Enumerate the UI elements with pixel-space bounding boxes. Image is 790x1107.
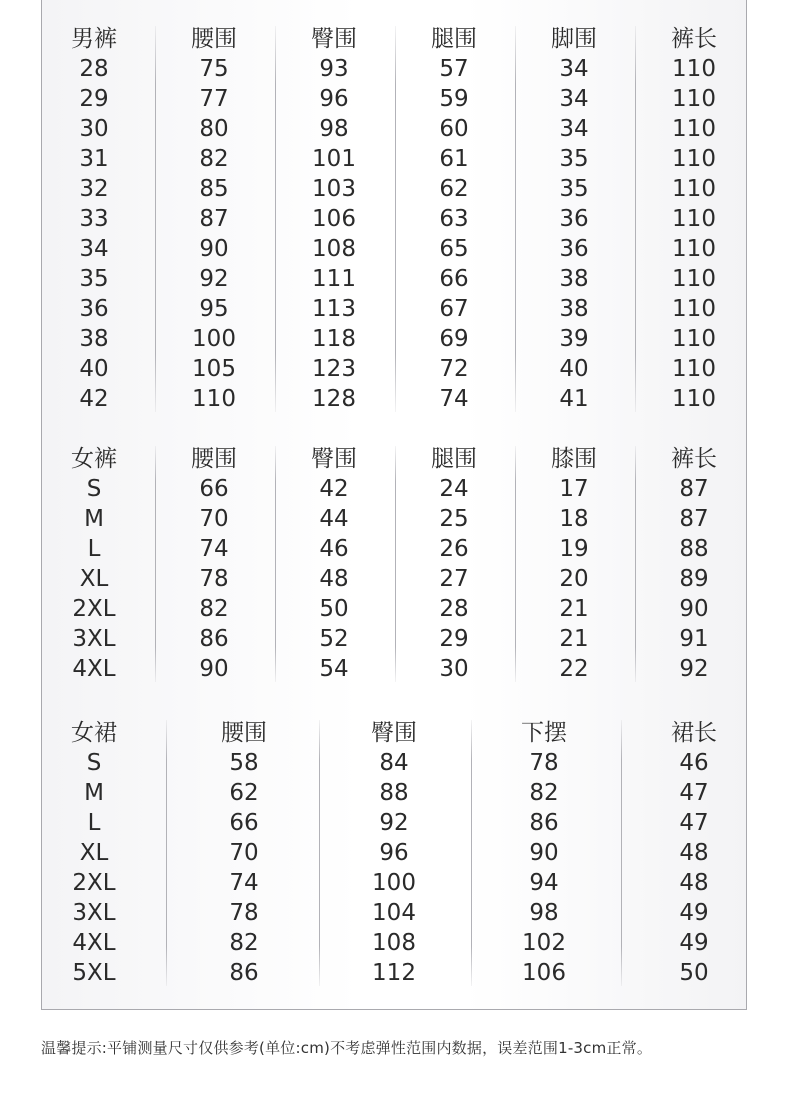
women-skirt-table-cell: 84 — [379, 750, 409, 776]
men-pants-table-cell: 34 — [559, 56, 589, 82]
men-pants-header-cell: 脚围 — [551, 26, 597, 52]
women-skirt-table-cell: 46 — [679, 750, 709, 776]
women-skirt-table-row — [42, 808, 746, 838]
women-skirt-table-cell: 66 — [229, 810, 259, 836]
women-pants-table-cell: 90 — [199, 656, 229, 682]
men-pants-table-cell: 30 — [79, 116, 109, 142]
men-pants-table-cell: 110 — [672, 86, 716, 112]
women-skirt-table-cell: 86 — [229, 960, 259, 986]
men-pants-table-cell: 41 — [559, 386, 589, 412]
men-pants-table-cell: 31 — [79, 146, 109, 172]
women-pants-header-cell: 女裤 — [71, 446, 117, 472]
men-pants-table-cell: 123 — [312, 356, 356, 382]
women-pants-table-cell: 74 — [199, 536, 229, 562]
women-pants-header-cell: 膝围 — [551, 446, 597, 472]
men-pants-table-cell: 29 — [79, 86, 109, 112]
women-skirt-header-row — [42, 718, 746, 748]
women-pants-table-row — [42, 654, 746, 684]
men-pants-table-cell: 82 — [199, 146, 229, 172]
women-skirt-table-cell: L — [87, 810, 101, 836]
women-skirt-table-cell: 70 — [229, 840, 259, 866]
men-pants-table-cell: 61 — [439, 146, 469, 172]
women-pants-table-cell: 2XL — [72, 596, 116, 622]
women-skirt-table-cell: 92 — [379, 810, 409, 836]
men-pants-table-cell: 110 — [672, 176, 716, 202]
women-skirt-table-cell: 48 — [679, 840, 709, 866]
men-pants-table-cell: 118 — [312, 326, 356, 352]
men-pants-table-cell: 106 — [312, 206, 356, 232]
women-pants-table-cell: 21 — [559, 626, 589, 652]
women-skirt-table — [42, 718, 746, 988]
women-pants-table-cell: 24 — [439, 476, 469, 502]
women-skirt-table-cell: S — [86, 750, 102, 776]
women-skirt-table-cell: 96 — [379, 840, 409, 866]
men-pants-table-cell: 75 — [199, 56, 229, 82]
men-pants-table-cell: 59 — [439, 86, 469, 112]
men-pants-table-cell: 38 — [559, 296, 589, 322]
men-pants-table-cell: 74 — [439, 386, 469, 412]
measurement-note: 温馨提示:平铺测量尺寸仅供参考(单位:cm)不考虑弹性范围内数据，误差范围1-3cm正常。 — [41, 1039, 653, 1057]
men-pants-table-cell: 95 — [199, 296, 229, 322]
women-skirt-table-row — [42, 898, 746, 928]
women-pants-table-cell: 18 — [559, 506, 589, 532]
men-pants-table-row — [42, 294, 746, 324]
women-pants-header-cell: 腿围 — [431, 446, 477, 472]
women-skirt-table-cell: 94 — [529, 870, 559, 896]
women-pants-table-cell: 44 — [319, 506, 349, 532]
women-pants-table-cell: M — [84, 506, 104, 532]
women-pants-table-cell: 92 — [679, 656, 709, 682]
women-skirt-table-cell: 100 — [372, 870, 416, 896]
men-pants-table-row — [42, 114, 746, 144]
men-pants-header-row — [42, 24, 746, 54]
women-skirt-table-cell: XL — [79, 840, 109, 866]
men-pants-table-row — [42, 84, 746, 114]
women-skirt-table-cell: 106 — [522, 960, 566, 986]
women-pants-table-cell: 42 — [319, 476, 349, 502]
women-pants-table-cell: 54 — [319, 656, 349, 682]
men-pants-table-cell: 77 — [199, 86, 229, 112]
women-pants-table-cell: 30 — [439, 656, 469, 682]
women-pants-table-cell: 29 — [439, 626, 469, 652]
women-skirt-table-cell: 74 — [229, 870, 259, 896]
men-pants-table-cell: 85 — [199, 176, 229, 202]
women-pants-table-cell: 66 — [199, 476, 229, 502]
women-skirt-table-cell: 98 — [529, 900, 559, 926]
men-pants-table-cell: 40 — [559, 356, 589, 382]
men-pants-table-cell: 103 — [312, 176, 356, 202]
men-pants-table-row — [42, 54, 746, 84]
women-skirt-header-cell: 腰围 — [221, 720, 267, 746]
men-pants-table-cell: 62 — [439, 176, 469, 202]
men-pants-table-cell: 110 — [672, 326, 716, 352]
men-pants-table-row — [42, 144, 746, 174]
women-pants-table-cell: 86 — [199, 626, 229, 652]
men-pants-header-cell: 腿围 — [431, 26, 477, 52]
women-pants-table-row — [42, 564, 746, 594]
women-pants-table-row — [42, 594, 746, 624]
men-pants-table-row — [42, 264, 746, 294]
men-pants-table-cell: 38 — [79, 326, 109, 352]
women-pants-table — [42, 444, 746, 684]
women-skirt-table-cell: 82 — [529, 780, 559, 806]
women-pants-table-cell: 26 — [439, 536, 469, 562]
women-pants-table-cell: XL — [79, 566, 109, 592]
men-pants-table-cell: 36 — [79, 296, 109, 322]
women-skirt-table-row — [42, 778, 746, 808]
men-pants-table-row — [42, 384, 746, 414]
women-pants-table-cell: 27 — [439, 566, 469, 592]
women-pants-table-cell: 4XL — [72, 656, 116, 682]
men-pants-table-cell: 35 — [79, 266, 109, 292]
women-skirt-table-cell: 3XL — [72, 900, 116, 926]
men-pants-table-cell: 67 — [439, 296, 469, 322]
men-pants-table-cell: 72 — [439, 356, 469, 382]
women-skirt-table-cell: 108 — [372, 930, 416, 956]
men-pants-table-cell: 34 — [559, 86, 589, 112]
men-pants-table-cell: 96 — [319, 86, 349, 112]
women-skirt-table-row — [42, 928, 746, 958]
men-pants-table-row — [42, 204, 746, 234]
men-pants-table-cell: 93 — [319, 56, 349, 82]
women-skirt-header-cell: 女裙 — [71, 720, 117, 746]
men-pants-table-cell: 87 — [199, 206, 229, 232]
women-pants-table-cell: L — [87, 536, 101, 562]
women-skirt-table-cell: 48 — [679, 870, 709, 896]
women-skirt-table-cell: 47 — [679, 780, 709, 806]
men-pants-table-cell: 113 — [312, 296, 356, 322]
women-pants-header-row — [42, 444, 746, 474]
men-pants-table-row — [42, 234, 746, 264]
men-pants-table-cell: 108 — [312, 236, 356, 262]
men-pants-table-cell: 40 — [79, 356, 109, 382]
women-pants-table-cell: 17 — [559, 476, 589, 502]
men-pants-table-cell: 33 — [79, 206, 109, 232]
women-skirt-table-cell: 62 — [229, 780, 259, 806]
women-pants-table-cell: 48 — [319, 566, 349, 592]
women-pants-table-cell: 21 — [559, 596, 589, 622]
men-pants-table-cell: 36 — [559, 236, 589, 262]
women-skirt-table-cell: 88 — [379, 780, 409, 806]
women-pants-table-row — [42, 624, 746, 654]
women-skirt-table-cell: 78 — [529, 750, 559, 776]
men-pants-table-cell: 111 — [312, 266, 356, 292]
women-pants-table-cell: 89 — [679, 566, 709, 592]
women-skirt-table-cell: 2XL — [72, 870, 116, 896]
women-pants-table-cell: 91 — [679, 626, 709, 652]
women-skirt-table-cell: 112 — [372, 960, 416, 986]
women-pants-header-cell: 臀围 — [311, 446, 357, 472]
men-pants-table-row — [42, 174, 746, 204]
women-skirt-table-cell: M — [84, 780, 104, 806]
women-skirt-table-cell: 90 — [529, 840, 559, 866]
men-pants-table-cell: 110 — [672, 386, 716, 412]
women-pants-table-row — [42, 504, 746, 534]
men-pants-table-cell: 105 — [192, 356, 236, 382]
women-pants-table-cell: 90 — [679, 596, 709, 622]
women-skirt-table-cell: 58 — [229, 750, 259, 776]
men-pants-table-cell: 80 — [199, 116, 229, 142]
men-pants-table-cell: 110 — [672, 206, 716, 232]
men-pants-table-cell: 63 — [439, 206, 469, 232]
women-skirt-table-cell: 49 — [679, 900, 709, 926]
men-pants-table-cell: 60 — [439, 116, 469, 142]
men-pants-table-cell: 65 — [439, 236, 469, 262]
women-pants-table-row — [42, 474, 746, 504]
men-pants-table-cell: 28 — [79, 56, 109, 82]
women-skirt-header-cell: 臀围 — [371, 720, 417, 746]
men-pants-header-cell: 腰围 — [191, 26, 237, 52]
men-pants-table-cell: 57 — [439, 56, 469, 82]
women-pants-table-cell: 52 — [319, 626, 349, 652]
women-pants-header-cell: 裤长 — [671, 446, 717, 472]
women-skirt-table-cell: 104 — [372, 900, 416, 926]
women-pants-table-cell: 22 — [559, 656, 589, 682]
women-pants-table-cell: 78 — [199, 566, 229, 592]
men-pants-header-cell: 男裤 — [71, 26, 117, 52]
men-pants-table-cell: 110 — [672, 356, 716, 382]
women-pants-table-cell: 3XL — [72, 626, 116, 652]
women-skirt-table-cell: 49 — [679, 930, 709, 956]
men-pants-table-cell: 42 — [79, 386, 109, 412]
women-skirt-table-cell: 82 — [229, 930, 259, 956]
men-pants-table-row — [42, 354, 746, 384]
men-pants-table-cell: 98 — [319, 116, 349, 142]
women-pants-header-cell: 腰围 — [191, 446, 237, 472]
women-skirt-table-row — [42, 838, 746, 868]
men-pants-table — [42, 24, 746, 414]
men-pants-table-cell: 69 — [439, 326, 469, 352]
women-skirt-table-cell: 78 — [229, 900, 259, 926]
women-skirt-table-cell: 5XL — [72, 960, 116, 986]
women-skirt-table-cell: 102 — [522, 930, 566, 956]
men-pants-table-cell: 100 — [192, 326, 236, 352]
women-pants-table-cell: 50 — [319, 596, 349, 622]
women-pants-table-cell: 87 — [679, 476, 709, 502]
women-pants-table-cell: 28 — [439, 596, 469, 622]
women-pants-table-row — [42, 534, 746, 564]
men-pants-table-cell: 92 — [199, 266, 229, 292]
women-skirt-table-row — [42, 868, 746, 898]
women-pants-table-cell: 70 — [199, 506, 229, 532]
men-pants-table-cell: 110 — [672, 236, 716, 262]
men-pants-header-cell: 裤长 — [671, 26, 717, 52]
women-skirt-table-cell: 50 — [679, 960, 709, 986]
women-skirt-table-row — [42, 748, 746, 778]
men-pants-table-cell: 34 — [559, 116, 589, 142]
women-pants-table-cell: 88 — [679, 536, 709, 562]
men-pants-table-cell: 128 — [312, 386, 356, 412]
men-pants-table-cell: 110 — [672, 56, 716, 82]
men-pants-table-cell: 110 — [672, 146, 716, 172]
women-skirt-table-cell: 86 — [529, 810, 559, 836]
men-pants-table-cell: 101 — [312, 146, 356, 172]
men-pants-table-cell: 110 — [672, 266, 716, 292]
women-pants-table-cell: 19 — [559, 536, 589, 562]
women-skirt-table-cell: 47 — [679, 810, 709, 836]
women-skirt-table-cell: 4XL — [72, 930, 116, 956]
men-pants-table-cell: 35 — [559, 176, 589, 202]
men-pants-header-cell: 臀围 — [311, 26, 357, 52]
women-pants-table-cell: S — [86, 476, 102, 502]
women-skirt-header-cell: 裙长 — [671, 720, 717, 746]
women-skirt-table-row — [42, 958, 746, 988]
men-pants-table-cell: 35 — [559, 146, 589, 172]
women-pants-table-cell: 82 — [199, 596, 229, 622]
men-pants-table-cell: 38 — [559, 266, 589, 292]
men-pants-table-cell: 34 — [79, 236, 109, 262]
women-pants-table-cell: 46 — [319, 536, 349, 562]
women-pants-table-cell: 25 — [439, 506, 469, 532]
men-pants-table-cell: 90 — [199, 236, 229, 262]
men-pants-table-cell: 110 — [672, 116, 716, 142]
men-pants-table-cell: 110 — [672, 296, 716, 322]
men-pants-table-cell: 39 — [559, 326, 589, 352]
men-pants-table-cell: 66 — [439, 266, 469, 292]
women-skirt-header-cell: 下摆 — [521, 720, 567, 746]
men-pants-table-cell: 32 — [79, 176, 109, 202]
men-pants-table-row — [42, 324, 746, 354]
women-pants-table-cell: 87 — [679, 506, 709, 532]
men-pants-table-cell: 110 — [192, 386, 236, 412]
women-pants-table-cell: 20 — [559, 566, 589, 592]
men-pants-table-cell: 36 — [559, 206, 589, 232]
